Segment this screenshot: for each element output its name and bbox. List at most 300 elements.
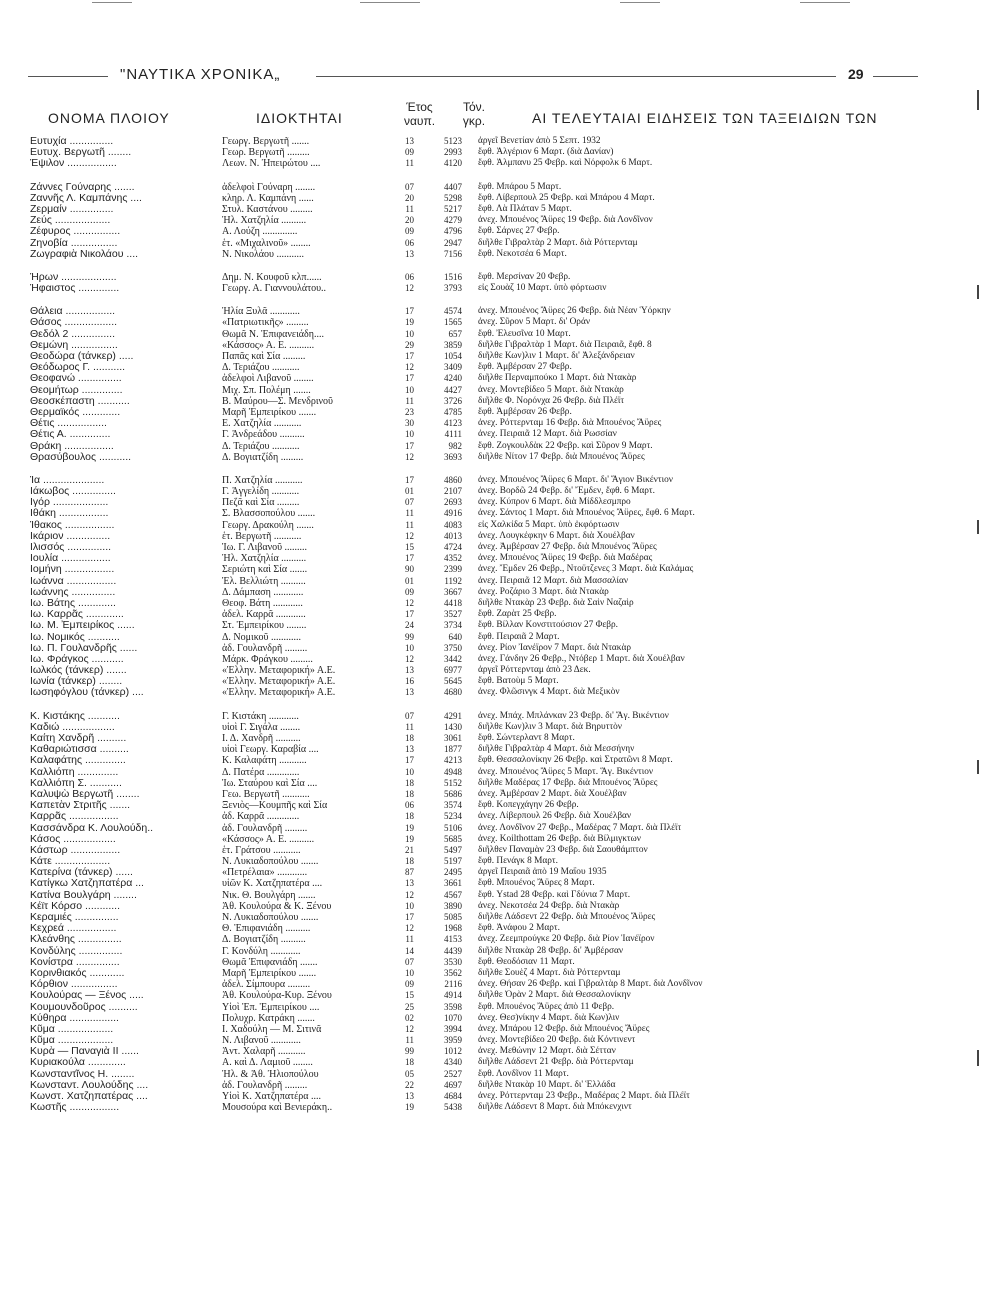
ship-name: Κεραμιές ............... (30, 912, 119, 923)
latest-news: ἀνεχ. Ρόττερνταμ 16 Φεβρ. διὰ Μπουένος Ἄϋρες (478, 418, 662, 429)
tonnage: 4279 (444, 215, 462, 226)
tonnage: 4948 (444, 766, 462, 777)
ship-name: Ήρων ................... (30, 271, 117, 283)
year-built: 24 (405, 620, 414, 631)
ship-name: Καπετὰν Στριτῆς ....... (30, 800, 131, 812)
table-row (0, 193, 1000, 204)
owner: Π. Χατζηλία ........... (222, 474, 303, 486)
table-row (0, 867, 1000, 878)
tonnage: 4574 (444, 306, 462, 317)
table-row (0, 620, 1000, 631)
owner: Δ. Δάμπαση ............ (222, 586, 304, 598)
owner: Α. καὶ Δ. Λαμιοῦ ........ (222, 1057, 313, 1069)
owner: Ι. Χαδούλη — Μ. Σιτινᾶ (222, 1023, 322, 1035)
tonnage: 5234 (444, 811, 462, 822)
owner: Ἀντ. Χαλαρῆ ........... (222, 1046, 306, 1058)
owner: ἀδελ. Σίμπουρα ......... (222, 979, 311, 991)
latest-news: ἔφθ. Πειραιᾶ 2 Μαρτ. (478, 631, 560, 642)
tonnage: 2495 (444, 867, 462, 878)
owner: Μιχ. Σπ. Πολέμη ....... (222, 384, 311, 396)
tonnage: 1012 (444, 1046, 462, 1057)
table-row (0, 429, 1000, 440)
ship-name: Ίθακος ................. (30, 519, 115, 531)
owner: Ἠλ. Χατζηλία .......... (222, 553, 307, 565)
year-built: 12 (405, 283, 414, 294)
year-built: 10 (405, 766, 414, 777)
ship-name: Ζαννῆς Λ. Καμπάνης .... (30, 192, 142, 204)
year-built: 11 (405, 934, 414, 945)
table-row (0, 687, 1000, 698)
year-built: 11 (405, 519, 414, 530)
latest-news: διῆλθε Φ. Νορόνχα 26 Φεβρ. διὰ Πλέϊτ (478, 395, 625, 406)
year-built: 07 (405, 181, 414, 192)
tonnage: 657 (448, 328, 462, 339)
year-built: 18 (405, 1057, 414, 1068)
latest-news: ἀνεχ. Μπάχ. Μπλάνκαν 23 Φεβρ. δι' Ἅγ. Βικέντιον (478, 710, 669, 721)
ship-name: Θάλεια ................. (30, 306, 116, 318)
tonnage: 1430 (444, 721, 462, 732)
col-ship-name: ΟΝΟΜΑ ΠΛΟΙΟΥ (48, 110, 170, 126)
owner: Ἐλ. Βελλιώτη .......... (222, 575, 306, 587)
year-built: 17 (405, 351, 414, 361)
col-year-built (392, 100, 447, 128)
ship-group (0, 306, 1000, 463)
year-built: 12 (405, 889, 414, 900)
table-row (0, 654, 1000, 665)
ship-name: Κάσος .................. (30, 833, 116, 845)
latest-news: ἔφθ. Ystad 28 Φεβρ. καὶ Γδύνια 7 Μαρτ. (478, 889, 631, 900)
ship-name: Ιθάκη ................. (30, 508, 109, 520)
tonnage: 5685 (444, 833, 462, 844)
table-row (0, 317, 1000, 328)
owner: ἑτ. Βεργωτῆ ........... (222, 530, 302, 542)
latest-news: ἀνεχ. Ἔμδεν 26 Φεβρ., Ντοϋτζενες 3 Μαρτ. διὰ Καλάμας (478, 564, 694, 575)
table-row (0, 441, 1000, 452)
owner: Γεωργ. Δρακούλη ....... (222, 519, 314, 531)
table-row (0, 957, 1000, 968)
owner: Γεωργ. Α. Γιαννουλάτου.. (222, 283, 327, 295)
year-built: 18 (405, 777, 414, 788)
ship-name: Ζεύς ................... (30, 215, 111, 227)
ship-name: Ιωσηφόγλου (τάνκερ) .... (30, 687, 144, 699)
col-tonnage (448, 100, 500, 128)
ship-name: Ία ..................... (30, 474, 105, 486)
latest-news: ἀνεχ. Βορδῶ 24 Φεβρ. δι' Ἔμδεν, ἔφθ. 6 Μαρτ. (478, 486, 655, 497)
top-edge-marks (0, 0, 1000, 10)
year-built: 87 (405, 867, 414, 878)
year-built: 15 (405, 990, 414, 1001)
tonnage: 2399 (444, 564, 462, 575)
ship-name: Θεοδώρα (τάνκερ) ..... (30, 351, 134, 362)
tonnage: 3061 (444, 733, 462, 743)
table-row (0, 845, 1000, 856)
owner: Ε. Χατζηλία ........... (222, 418, 302, 430)
owner: Μαρῆ Ἐμπειρίκου ....... (222, 406, 317, 418)
owner: Ξενιὸς—Κουμπῆς καὶ Σία (222, 800, 328, 812)
owner: Ἰω. Γ. Λιβανοῦ ......... (222, 542, 308, 553)
table-row (0, 834, 1000, 845)
owner: Δ. Πατέρα ............. (222, 766, 300, 778)
tonnage: 4418 (444, 597, 462, 608)
tonnage: 4697 (444, 1079, 462, 1090)
ship-group (0, 711, 1000, 1114)
owner: Στ. Ἐμπειρίκου ........ (222, 620, 307, 632)
latest-news: ἔφθ. Ζογκουλδὰκ 22 Φεβρ. καὶ Σῦρον 9 Μαρτ. (478, 440, 653, 451)
table-row (0, 1002, 1000, 1013)
year-built: 09 (405, 979, 414, 990)
ship-name: Θράκη ................. (30, 440, 114, 452)
owner: ἑτ. «Μιχαλινοῦ» ........ (222, 237, 311, 249)
ship-name: Κονίστρα ............... (30, 956, 120, 968)
latest-news: ἔφθ. Μπάρου 5 Μαρτ. (478, 181, 562, 192)
margin-mark (977, 285, 979, 299)
tonnage: 5085 (444, 912, 462, 922)
table-row (0, 890, 1000, 901)
tonnage: 3530 (444, 956, 462, 967)
table-row (0, 283, 1000, 294)
owner: ἀδελφοὶ Λιβανοῦ ........ (222, 373, 314, 385)
year-built: 15 (405, 542, 414, 552)
ship-name: Ιωάννης ............... (30, 586, 116, 598)
tonnage: 5152 (444, 777, 462, 788)
latest-news: διῆλθε Σουὲζ 4 Μαρτ. διὰ Ρόττερνταμ (478, 967, 621, 978)
tonnage: 3574 (444, 800, 462, 811)
latest-news: ἔφθ. Πενάγκ 8 Μαρτ. (478, 856, 558, 867)
year-built: 17 (405, 306, 414, 317)
latest-news: ἔφθ. Ἀνάφου 2 Μαρτ. (478, 923, 560, 934)
latest-news: ἀνεχ. Μπάρου 12 Φεβρ. διὰ Μπουένος Ἄϋρες (478, 1023, 650, 1034)
table-row (0, 878, 1000, 889)
year-built: 11 (405, 721, 414, 732)
tonnage: 3667 (444, 586, 462, 597)
year-built: 18 (405, 856, 414, 867)
latest-news: εἰς Χαλκίδα 5 Μαρτ. ὑπὸ ἐκφόρτωσιν (478, 519, 620, 530)
tonnage: 2993 (444, 147, 462, 158)
year-built: 13 (405, 878, 414, 889)
owner: Γ. Ἀνδρεάδου .......... (222, 429, 305, 441)
ship-name: Κουμουνδοῦρος .......... (30, 1001, 138, 1013)
latest-news: διῆλθε Ντακὰρ 28 Φεβρ. δι' Ἀμβέρσαν (478, 945, 624, 956)
ship-name: Καρρᾶς ................. (30, 811, 119, 823)
year-built: 13 (405, 665, 414, 676)
latest-news: ἀνεχ. Μπουένος Ἄϋρες 6 Μαρτ. δι' Ἅγιον Βικέντιον (478, 474, 673, 485)
table-row (0, 238, 1000, 249)
year-built: 19 (405, 1102, 414, 1113)
latest-news: ἔφθ. Θεοδόσιαν 11 Μαρτ. (478, 956, 575, 967)
tonnage: 5123 (444, 136, 462, 146)
header-rule-right (873, 76, 918, 77)
margin-mark (977, 90, 979, 110)
table-row (0, 946, 1000, 957)
table-row (0, 778, 1000, 789)
ship-name: Θεοφανώ ............... (30, 373, 122, 385)
year-built: 12 (405, 362, 414, 373)
owner: Ἰω. Σταύρου καὶ Σία .... (222, 777, 318, 789)
header-rule-middle (316, 76, 836, 77)
table-row (0, 968, 1000, 979)
owner: «Κάσσος» Α. Ε. .......... (222, 339, 315, 351)
year-built: 10 (405, 384, 414, 395)
year-built: 01 (405, 486, 414, 497)
ship-name: Κατίνα Βουλγάρη ........ (30, 889, 137, 901)
ship-group (0, 136, 1000, 170)
latest-news: ἔφθ. Βίλλαν Κονστιτούσιον 27 Φεβρ. (478, 620, 618, 631)
owner: Ἠλία Ξυλᾶ ............ (222, 306, 300, 318)
owner: ἀδελφοὶ Γούναρη ........ (222, 181, 316, 193)
year-built: 10 (405, 642, 414, 653)
latest-news: ἔφθ. Μπουένος Ἄϋρες 8 Μαρτ. (478, 878, 595, 889)
owner: Σ. Βλασσοπούλου ....... (222, 508, 316, 520)
latest-news: ἔφθ. Σώντερλαντ 8 Μαρτ. (478, 733, 575, 743)
year-built: 09 (405, 147, 414, 158)
tonnage: 3442 (444, 653, 462, 664)
year-built: 30 (405, 418, 414, 429)
table-row (0, 418, 1000, 429)
year-built: 13 (405, 136, 414, 146)
tonnage: 4439 (444, 945, 462, 956)
table-row (0, 923, 1000, 934)
latest-news: ἀνεχ. Ροζάριο 3 Μαρτ. διὰ Ντακὰρ (478, 586, 609, 597)
table-row (0, 553, 1000, 564)
ship-name: Θάσος .................. (30, 317, 118, 329)
owner: ἀδ. Γουλανδρῆ ......... (222, 1079, 308, 1091)
year-built: 06 (405, 237, 414, 248)
latest-news: ἀνεχ. Φλῶσινγκ 4 Μαρτ. διὰ Μεξικὸν (478, 687, 620, 698)
table-row (0, 912, 1000, 923)
owner: Δ. Τεριάζου ........... (222, 362, 300, 374)
ship-name: Κλεάνθης ............... (30, 934, 122, 946)
table-row (0, 204, 1000, 215)
latest-news: ἀνεχ. Σῦρον 5 Μαρτ. δι' Οράν (478, 317, 591, 328)
table-row (0, 385, 1000, 396)
year-built: 19 (405, 317, 414, 328)
col-year-line1: Έτος (406, 100, 433, 114)
latest-news: ἀνεχ. Μπουένος Ἄϋρες 19 Φεβρ. διὰ Λονδῖνον (478, 215, 653, 226)
latest-news: ἀνεχ. Μοντεβίδεο 20 Φεβρ. διὰ Κόντινεντ (478, 1035, 636, 1046)
owner: Β. Μαύρου—Σ. Μενδρινοῦ (222, 395, 333, 407)
table-row (0, 1057, 1000, 1068)
latest-news: ἔφθ. Ζαρὰτ 25 Φεβρ. (478, 609, 557, 620)
ship-name: Ιω. Βάτης ............. (30, 597, 116, 609)
table-row (0, 486, 1000, 497)
tonnage: 5217 (444, 203, 462, 214)
ship-name: Κωνσταντῖνος Η. ........ (30, 1068, 135, 1080)
latest-news: ἀνεχ. Ζεεμπρούγκε 20 Φεβρ. διὰ Ρίον Ἰανέϊρον (478, 934, 655, 945)
ship-name: Ιω. Φράγκος ........... (30, 653, 124, 665)
year-built: 11 (405, 203, 414, 214)
latest-news: ἀνεχ. Ρίον Ἰανέϊρον 7 Μαρτ. διὰ Ντακὰρ (478, 642, 631, 653)
tonnage: 4240 (444, 373, 462, 384)
tonnage: 4916 (444, 508, 462, 519)
ship-name: Κ. Κιστάκης ........... (30, 710, 120, 722)
tonnage: 2527 (444, 1068, 462, 1079)
table-row (0, 272, 1000, 283)
owner: Κ. Καλαφάτη ........... (222, 755, 307, 767)
table-row (0, 711, 1000, 722)
latest-news: ἀνεχ. Ἀμβέρσαν 2 Μαρτ. διὰ Χουέλβαν (478, 788, 627, 799)
table-row (0, 744, 1000, 755)
tonnage: 4352 (444, 553, 462, 564)
tonnage: 5298 (444, 192, 462, 203)
owner: Δ. Τεριάζου ........... (222, 440, 300, 452)
year-built: 11 (405, 508, 414, 519)
tonnage: 3959 (444, 1035, 462, 1046)
header-rule-left (28, 76, 108, 77)
table-row (0, 1024, 1000, 1035)
table-row (0, 351, 1000, 362)
year-built: 13 (405, 687, 414, 698)
ship-group (0, 182, 1000, 260)
owner: Μαρῆ Ἐμπειρίκου ....... (222, 967, 317, 979)
owner: κληρ. Λ. Καμπάνη ...... (222, 192, 314, 204)
latest-news: διῆλθε Κων)λιν 3 Μαρτ. διὰ Βηρυττὸν (478, 721, 622, 732)
table-row (0, 576, 1000, 587)
tonnage: 2947 (444, 237, 462, 248)
ship-name: Θερμαϊκός ............. (30, 406, 121, 418)
year-built: 12 (405, 451, 414, 462)
table-row (0, 508, 1000, 519)
latest-news: ἔφθ. Λίβερπουλ 25 Φεβρ. καὶ Μπάρου 4 Μαρτ. (478, 192, 655, 203)
ship-name: Θέτις ................. (30, 418, 107, 430)
table-row (0, 520, 1000, 531)
owner: Παπᾶς καὶ Σία ......... (222, 351, 306, 362)
ship-name: Κονδύλης ............... (30, 945, 123, 957)
ship-name: Κῦμα ................... (30, 1035, 114, 1047)
year-built: 19 (405, 833, 414, 844)
table-row (0, 598, 1000, 609)
page-header (28, 66, 918, 88)
year-built: 11 (405, 1035, 414, 1046)
ship-name: Κατερίνα (τάνκερ) ...... (30, 867, 133, 879)
year-built: 11 (405, 395, 414, 406)
ship-name: Κεχρεά ................. (30, 923, 117, 935)
owner: Θωμᾶ Ν. Ἐπιφανειάδη.... (222, 328, 324, 340)
tonnage: 4111 (444, 429, 462, 440)
year-built: 07 (405, 956, 414, 967)
owner: υἱῶν Κ. Χατζηπατέρα .... (222, 878, 323, 890)
year-built: 12 (405, 1023, 414, 1034)
table-row (0, 755, 1000, 766)
latest-news: ἀνεχ. Πειραιᾶ 12 Μαρτ. διὰ Μασσαλίαν (478, 575, 629, 586)
year-built: 99 (405, 1046, 414, 1057)
tonnage: 5438 (444, 1102, 462, 1113)
table-row (0, 856, 1000, 867)
year-built: 29 (405, 339, 414, 350)
tonnage: 4013 (444, 530, 462, 541)
ship-name: Ιλισσός ............... (30, 542, 112, 553)
latest-news: ἀνεχ. Πειραιᾶ 12 Μαρτ. διὰ Ρωσσίαν (478, 429, 617, 440)
table-row (0, 665, 1000, 676)
year-built: 21 (405, 844, 414, 855)
col-owners: ΙΔΙΟΚΤΗΤΑΙ (256, 110, 343, 126)
latest-news: διῆλθε Λάδσεντ 21 Φεβρ. διὰ Ρόττερνταμ (478, 1057, 634, 1068)
latest-news: ἔφθ. Ἀλγέριον 6 Μαρτ. (διὰ Δανίαν) (478, 147, 614, 158)
table-row (0, 676, 1000, 687)
table-row (0, 158, 1000, 169)
table-row (0, 1013, 1000, 1024)
ship-name: Κωστῆς ................. (30, 1102, 120, 1114)
owner: ἀδ. Γουλανδρῆ ......... (222, 642, 308, 654)
table-row (0, 226, 1000, 237)
tonnage: 3693 (444, 451, 462, 462)
owner: Γ. Κονδύλη ............ (222, 945, 301, 957)
latest-news: ἀργεῖ Ρόττερνταμ ἀπὸ 23 Δεκ. (478, 665, 591, 676)
ship-name: Θεοσκέπαστη ........... (30, 395, 130, 407)
latest-news: ἀνεχ. Σάντος 1 Μαρτ. διὰ Μπουένος Ἄϋρες, ἔφθ. 6 Μαρτ. (478, 508, 695, 519)
ship-name: Ιομήνη ................. (30, 564, 115, 576)
owner: Σεριώτη καὶ Σία ....... (222, 564, 308, 576)
ship-name: Ιγόρ ................... (30, 497, 109, 509)
year-built: 13 (405, 1091, 414, 1101)
year-built: 07 (405, 497, 414, 508)
margin-mark (977, 760, 979, 774)
tonnage: 5197 (444, 856, 462, 867)
ship-name: Ζωγραφιὰ Νικολάου .... (30, 248, 139, 260)
latest-news: διῆλθε Ντακὰρ 10 Μαρτ. δι' Ἑλλάδα (478, 1079, 616, 1090)
ship-name: Κάστωρ ................. (30, 844, 121, 856)
owner: ἀδελ. Καρρᾶ ............ (222, 609, 306, 621)
year-built: 10 (405, 328, 414, 339)
year-built: 09 (405, 586, 414, 597)
year-built: 20 (405, 192, 414, 203)
owner: Πεζᾶ καὶ Σία ......... (222, 497, 300, 509)
table-row (0, 609, 1000, 620)
ship-name: Κυριακούλα ............. (30, 1057, 126, 1069)
tonnage: 3409 (444, 362, 462, 373)
table-row (0, 733, 1000, 744)
ship-name: Ιω. Καρρᾶς ............. (30, 609, 124, 621)
tonnage: 4340 (444, 1057, 462, 1068)
table-row (0, 1069, 1000, 1080)
table-row (0, 564, 1000, 575)
owner: Στυλ. Καστάνου ......... (222, 203, 313, 215)
owner: Μάρκ. Φράγκου ......... (222, 653, 313, 665)
year-built: 25 (405, 1001, 414, 1012)
year-built: 05 (405, 1068, 414, 1079)
owner: Ἠλ. & Ἀθ. Ἠλιοπούλου (222, 1068, 319, 1080)
tonnage: 4680 (444, 687, 462, 698)
tonnage: 3750 (444, 642, 462, 653)
table-row (0, 329, 1000, 340)
ship-name: Καλλιόπη Σ. ........... (30, 777, 122, 789)
owner: Γ. Κιστάκη ............ (222, 710, 299, 722)
year-built: 10 (405, 429, 414, 440)
tonnage: 4785 (444, 406, 462, 417)
tonnage: 3734 (444, 620, 462, 631)
tonnage: 4796 (444, 226, 462, 237)
table-row (0, 215, 1000, 226)
owner: Γ. Ἀγγελίδη ........... (222, 486, 300, 498)
year-built: 18 (405, 788, 414, 799)
owner: Υἱοὶ Ἐπ. Ἐμπειρίκου .... (222, 1001, 320, 1013)
owner: ἀδ. Καρρᾶ ............. (222, 811, 300, 823)
latest-news: διῆλθε Λάδσεντ 8 Μαρτ. διὰ Μπόκενχιντ (478, 1102, 632, 1113)
latest-news: διῆλθε Νίτον 17 Φεβρ. διὰ Μπουένος Ἄϋρες (478, 451, 645, 462)
ship-name: Καλλιόπη .............. (30, 766, 119, 778)
owner: Νικ. Θ. Βουλγάρη ....... (222, 889, 316, 901)
col-tons-line1: Τόν. (462, 100, 486, 114)
ship-name: Ήφαιστος .............. (30, 283, 120, 295)
owner: Ἠλ. Χατζηλία .......... (222, 215, 307, 227)
year-built: 17 (405, 373, 414, 384)
margin-mark (977, 1050, 979, 1066)
ship-name: Ευτυχ. Βεργωτῆ ........ (30, 147, 132, 159)
magazine-title: "ΝΑΥΤΙΚΑ ΧΡΟΝΙΚΑ„ (120, 66, 281, 83)
year-built: 17 (405, 755, 414, 766)
tonnage: 6977 (444, 665, 462, 676)
tonnage: 2107 (444, 486, 462, 497)
year-built: 07 (405, 710, 414, 721)
